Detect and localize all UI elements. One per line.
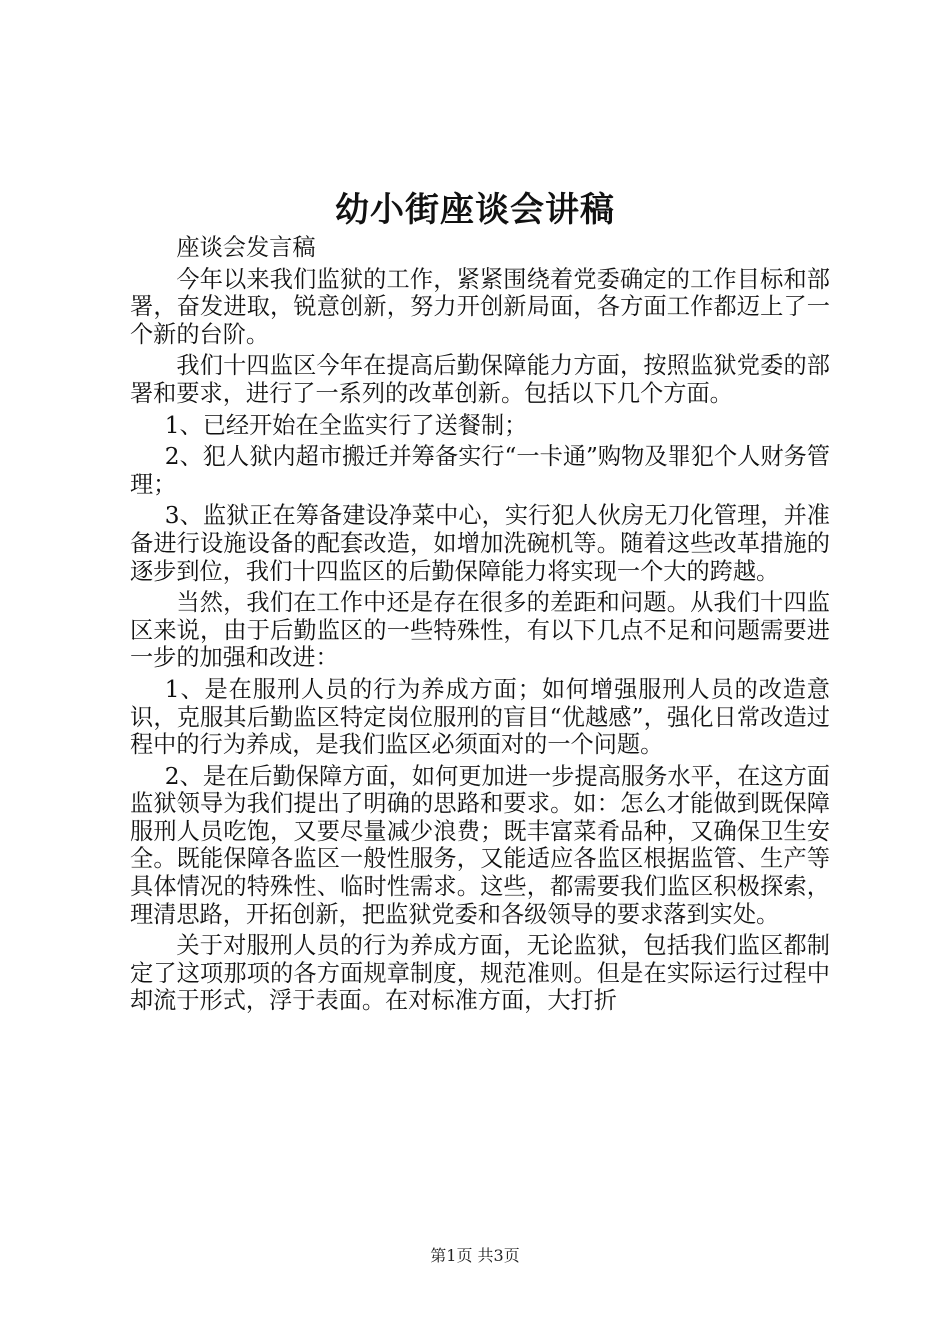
paragraph: 今年以来我们监狱的工作，紧紧围绕着党委确定的工作目标和部署，奋发进取，锐意创新，努力开创新局面，各方面工作都迈上了一个新的台阶。	[130, 265, 830, 348]
document-body	[130, 234, 830, 1019]
page-footer: 第1页 共3页	[430, 1246, 520, 1265]
list-item: 1、已经开始在全监实行了送餐制；	[164, 411, 528, 439]
document-title: 幼小街座谈会讲稿	[335, 190, 615, 230]
list-item: 2、犯人狱内超市搬迁并筹备实行“一卡通”购物及罪犯个人财务管理；	[130, 443, 830, 498]
paragraph-subtitle: 座谈会发言稿	[176, 234, 316, 261]
paragraph: 关于对服刑人员的行为养成方面，无论监狱，包括我们监区都制定了这项那项的各方面规章制度，规范准则。但是在实际运行过程中却流于形式，浮于表面。在对标准方面，大打折	[130, 932, 830, 1015]
list-item: 3、监狱正在筹备建设净菜中心，实行犯人伙房无刀化管理，并准备进行设施设备的配套改造，如增加洗碗机等。随着这些改革措施的逐步到位，我们十四监区的后勤保障能力将实现一个大的跨越。	[130, 502, 830, 585]
paragraph: 我们十四监区今年在提高后勤保障能力方面，按照监狱党委的部署和要求，进行了一系列的改革创新。包括以下几个方面。	[130, 352, 830, 407]
paragraph: 当然，我们在工作中还是存在很多的差距和问题。从我们十四监区来说，由于后勤监区的一些特殊性，有以下几点不足和问题需要进一步的加强和改进：	[130, 589, 830, 672]
list-item: 2、是在后勤保障方面，如何更加进一步提高服务水平，在这方面监狱领导为我们提出了明确的思路和要求。如：怎么才能做到既保障服刑人员吃饱，又要尽量减少浪费；既丰富菜肴品种，又确保卫生安全。既能保障各监区一般性服务，又能适应各监区根据监管、生产等具体情况的特殊性、临时性需求。这些，都需要我们监区积极探索，理清思路，开拓创新，把监狱党委和各级领导的要求落到实处。	[130, 762, 830, 928]
list-item: 1、是在服刑人员的行为养成方面；如何增强服刑人员的改造意识，克服其后勤监区特定岗位服刑的盲目“优越感”，强化日常改造过程中的行为养成，是我们监区必须面对的一个问题。	[130, 675, 830, 759]
